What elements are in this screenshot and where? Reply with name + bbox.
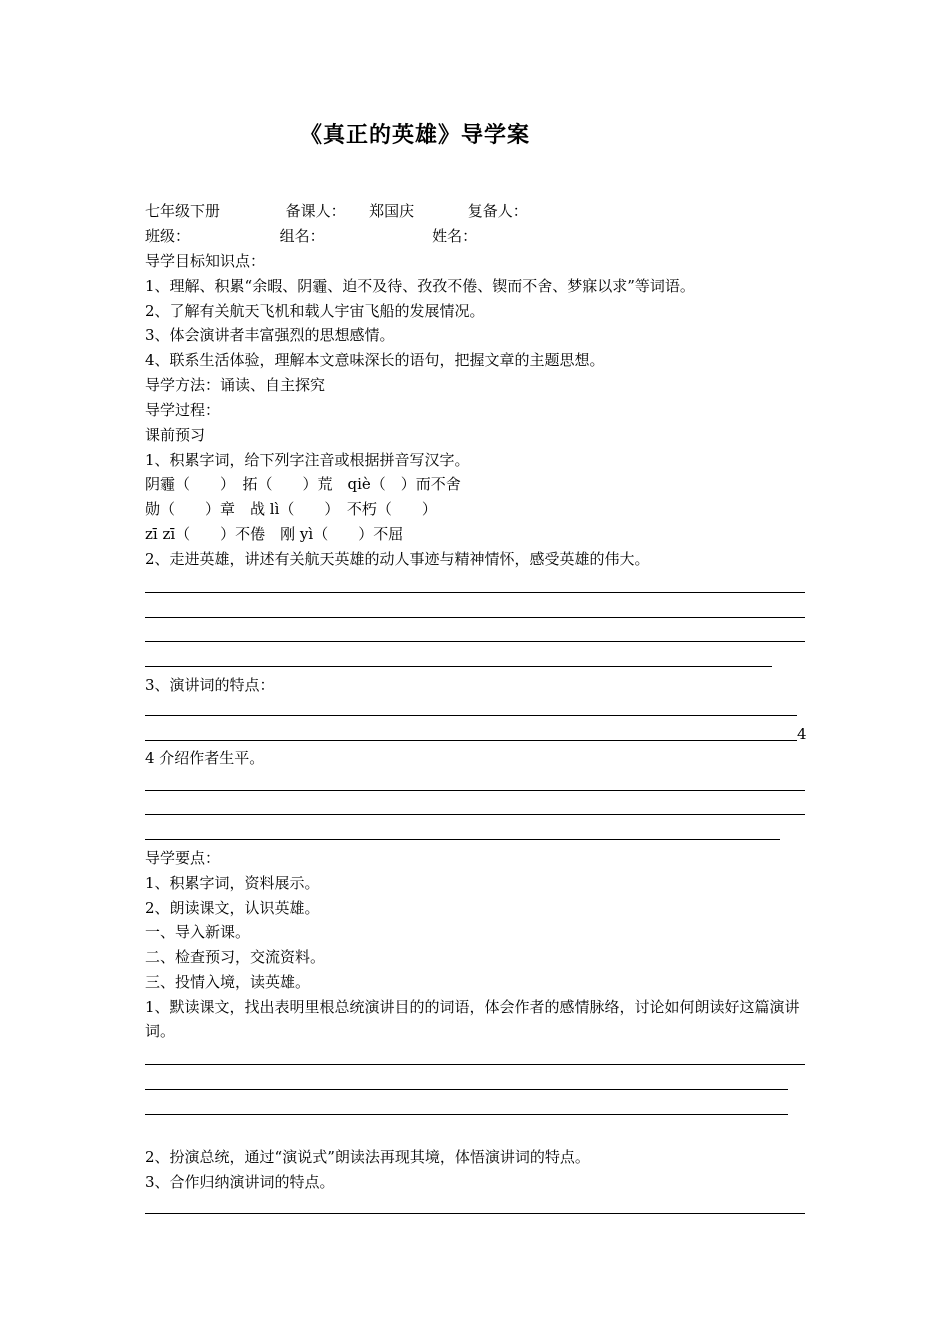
header-row-2: [145, 224, 477, 248]
pinyin-row-2: 勋（ ）章 战 lì（ ） 不朽（ ）: [145, 500, 437, 518]
task-2: 2、扮演总统，通过“演说式”朗读法再现其境，体悟演讲词的特点。: [145, 1148, 590, 1166]
process-heading: 导学过程：: [145, 401, 221, 419]
answer-line[interactable]: [145, 592, 805, 593]
pinyin-row-3: zī zī（ ）不倦 刚 yì（ ）不屈: [145, 525, 404, 543]
line-end-number: 4: [797, 725, 807, 743]
method-line: 导学方法：诵读、自主探究: [145, 376, 326, 394]
objective-item: 1、理解、积累“余暇、阴霾、迫不及待、孜孜不倦、锲而不舍、梦寐以求”等词语。: [145, 277, 695, 295]
objective-item: 4、联系生活体验，理解本文意味深长的语句，把握文章的主题思想。: [145, 351, 605, 369]
answer-line[interactable]: [145, 1064, 805, 1065]
preview-question-4: 4 介绍作者生平。: [145, 749, 265, 767]
preparer-name: 郑国庆: [369, 202, 415, 220]
key-point-item: 一、导入新课。: [145, 923, 251, 941]
preview-question-2: 2、走进英雄，讲述有关航天英雄的动人事迹与精神情怀，感受英雄的伟大。: [145, 550, 650, 568]
objective-item: 3、体会演讲者丰富强烈的思想感情。: [145, 326, 395, 344]
key-point-item: 二、检查预习，交流资料。: [145, 948, 326, 966]
objective-item: 2、了解有关航天飞机和载人宇宙飞船的发展情况。: [145, 302, 485, 320]
key-point-item: 2、朗读课文，认识英雄。: [145, 899, 320, 917]
key-point-item: 三、投情入境，读英雄。: [145, 973, 311, 991]
task-1: 1、默读课文，找出表明里根总统演讲目的的词语，体会作者的感情脉络，讨论如何朗读好这篇演讲词。: [145, 998, 800, 1040]
answer-line[interactable]: [145, 641, 805, 642]
class-label: 班级：: [145, 227, 191, 245]
grade-label: 七年级下册: [145, 202, 221, 220]
answer-line[interactable]: [145, 740, 797, 741]
key-point-item: 1、积累字词，资料展示。: [145, 874, 320, 892]
pinyin-row-1: 阴霾（ ） 拓（ ）荒 qiè（ ）而不舍: [145, 475, 461, 493]
task-3: 3、合作归纳演讲词的特点。: [145, 1173, 335, 1191]
answer-line[interactable]: [145, 617, 805, 618]
answer-line[interactable]: [145, 1089, 788, 1090]
preparer-label: 备课人：: [285, 202, 346, 220]
answer-line[interactable]: [145, 814, 805, 815]
co-preparer-label: 复备人：: [467, 202, 528, 220]
page-title: 《真正的英雄》导学案: [300, 122, 531, 148]
answer-line[interactable]: [145, 715, 797, 716]
name-label: 姓名：: [432, 227, 478, 245]
answer-line[interactable]: [145, 790, 805, 791]
preview-question-3: 3、演讲词的特点：: [145, 676, 275, 694]
preview-heading: 课前预习: [145, 426, 206, 444]
answer-line[interactable]: [145, 839, 780, 840]
key-points-heading: 导学要点：: [145, 849, 221, 867]
preview-question-1: 1、积累字词，给下列字注音或根据拼音写汉字。: [145, 451, 470, 469]
answer-line[interactable]: [145, 666, 772, 667]
group-label: 组名：: [279, 227, 325, 245]
answer-line[interactable]: [145, 1114, 788, 1115]
header-row-1: [145, 199, 528, 223]
answer-line[interactable]: [145, 1213, 805, 1214]
objectives-heading: 导学目标知识点：: [145, 252, 266, 270]
